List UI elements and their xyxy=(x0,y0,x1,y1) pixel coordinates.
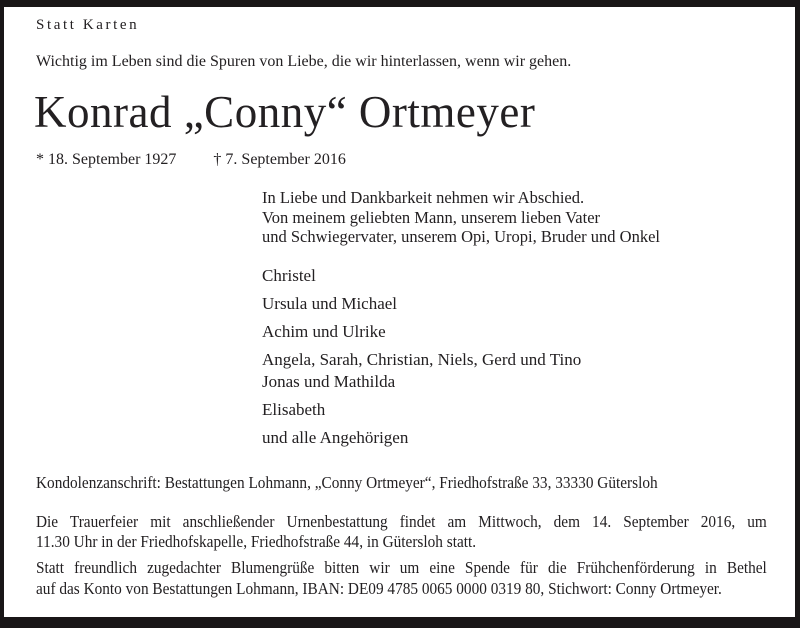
text-line: 11.30 Uhr in der Friedhofskapelle, Friedhofstraße 44, in Gütersloh statt. xyxy=(36,532,477,551)
life-dates xyxy=(36,150,346,170)
text-line: Statt freundlich zugedachter Blumengrüße bitten wir um eine Spende für die Frühchenförderung in Bethel xyxy=(36,558,767,577)
mourner-name: Christel xyxy=(262,266,316,285)
text-line: und Schwiegervater, unserem Opi, Uropi, Bruder und Onkel xyxy=(262,227,660,246)
motto-line: Wichtig im Leben sind die Spuren von Liebe, die wir hinterlassen, wenn wir gehen. xyxy=(36,53,572,70)
mourner-group xyxy=(262,265,581,287)
death-date: † 7. September 2016 xyxy=(213,151,346,168)
mourner-name: und alle Angehörigen xyxy=(262,428,409,447)
mourner-name: Elisabeth xyxy=(262,400,326,419)
birth-date: * 18. September 1927 xyxy=(36,151,177,168)
donation-request-paragraph xyxy=(36,557,767,599)
mourner-group xyxy=(262,399,581,421)
condolence-address-line: Kondolenzanschrift: Bestattungen Lohmann, „Conny Ortmeyer“, Friedhofstraße 33, 33330 Gütersloh xyxy=(36,473,658,492)
preface-label: Statt Karten xyxy=(36,17,140,33)
mourner-name: Ursula und Michael xyxy=(262,294,398,313)
text-line: Die Trauerfeier mit anschließender Urnenbestattung findet am Mittwoch, dem 14. September 2016, um xyxy=(36,512,767,531)
text-line: auf das Konto von Bestattungen Lohmann, IBAN: DE09 4785 0065 0000 0319 80, Stichwort: Conny Ortmeyer. xyxy=(36,579,722,598)
mourner-name: Angela, Sarah, Christian, Niels, Gerd und Tino xyxy=(262,350,582,369)
mourner-group xyxy=(262,349,581,393)
text-line: Von meinem geliebten Mann, unserem lieben Vater xyxy=(262,207,601,227)
funeral-service-paragraph xyxy=(36,512,767,552)
mourner-group xyxy=(262,321,581,343)
farewell-paragraph xyxy=(262,188,660,247)
mourner-group xyxy=(262,293,581,315)
deceased-name-heading: Konrad „Conny“ Ortmeyer xyxy=(34,87,536,137)
mourner-group xyxy=(262,427,581,449)
mourner-name: Achim und Ulrike xyxy=(262,322,386,341)
mourner-name: Jonas und Mathilda xyxy=(262,372,396,391)
mourners-list xyxy=(262,265,581,455)
text-line: In Liebe und Dankbarkeit nehmen wir Abschied. xyxy=(262,188,585,207)
